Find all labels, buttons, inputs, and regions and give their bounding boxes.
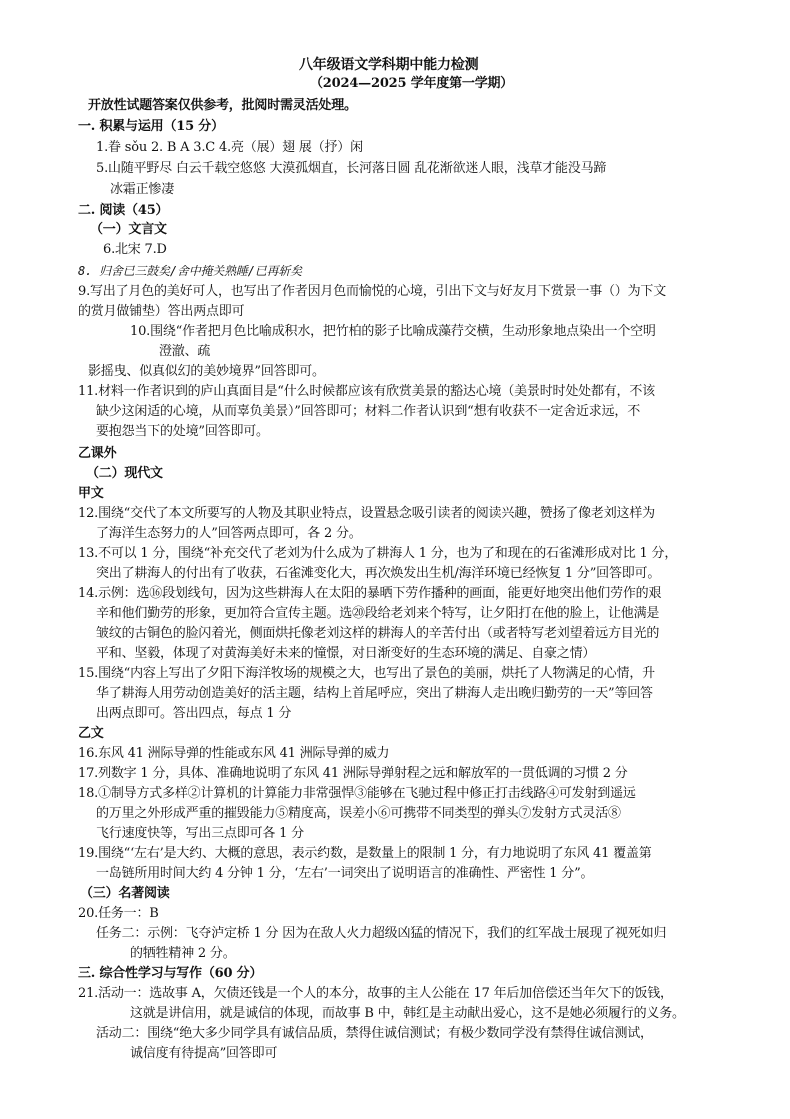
section2-heading: 二. 阅读（45） — [78, 203, 169, 218]
answer-q18-line3: 飞行速度快等，写出三点即可各 1 分 — [96, 826, 304, 841]
answer-q10-line1: 10.围绕“作者把月色比喻成积水，把竹柏的影子比喻成藻荇交横，生动形象地点染出一个空明 — [130, 324, 656, 339]
answer-q14-line3: 皱纹的古铜色的脸闪着光，侧面烘托像老刘这样的耕海人的辛苦付出（或者特写老刘望着远方目光的 — [96, 626, 660, 641]
answer-q15-line1: 15.围绕“内容上写出了夕阳下海洋牧场的规模之大，也写出了景色的美丽，烘托了人物满足的心情，升 — [78, 666, 655, 681]
answer-q11-line2: 缺少这闲适的心境，从而辜负美景）”回答即可；材料二作者认识到“想有收获不一定舍近求远，不 — [96, 404, 640, 419]
answer-q15-line2: 华了耕海人用劳动创造美好的活主题，结构上首尾呼应，突出了耕海人走出晚归勤劳的一天”等回答 — [96, 686, 653, 701]
answer-q21-line2: 这就是讲信用，就是诚信的体现，而故事 B 中，韩红是主动献出爱心，这不是她必须履行的义务。 — [130, 1006, 685, 1021]
answer-q19-line1: 19.围绕“‘左右’是大约、大概的意思，表示约数，是数量上的限制 1 分，有力地说明了东风 41 覆盖第 — [78, 846, 652, 861]
document-title: 八年级语文学科期中能力检测 — [299, 57, 479, 73]
extracurricular-label: 乙课外 — [78, 446, 117, 461]
answer-q6-q7: 6.北宋 7.D — [103, 242, 167, 257]
answer-q12-line2: 了海洋生态努力的人”回答两点即可，各 2 分。 — [96, 526, 362, 541]
answer-q8: 8. 归舍已三鼓矣/舍中掩关熟睡/已再斩矣 — [78, 264, 302, 278]
answer-q15-line3: 出两点即可。答出四点，每点 1 分 — [96, 706, 292, 721]
answer-q20-task2-line1: 任务二：示例：飞夺泸定桥 1 分 因为在敌人火力超级凶猛的情况下，我们的红军战士展现了视死如归 — [96, 926, 667, 941]
section1-line1: 1.眷 sǒu 2. B A 3.C 4.亮（展）翅 展（抒）闲 — [96, 140, 363, 155]
document-subtitle: （2024—2025 学年度第一学期） — [310, 76, 514, 91]
passage-jia-label: 甲文 — [78, 486, 104, 501]
answer-q21-line3: 活动二：围绕“绝大多少同学具有诚信品质，禁得住诚信测试；有极少数同学没有禁得住诚信测试， — [96, 1026, 653, 1041]
answer-q20-task2-line2: 的牺牲精神 2 分。 — [130, 946, 236, 961]
passage-yi-label: 乙文 — [78, 726, 104, 741]
answer-q10-line2: 澄澈、疏 — [159, 344, 211, 359]
answer-q13-line2: 突出了耕海人的付出有了收获，石雀滩变化大，再次焕发出生机/海洋环境已经恢复 1 分”回答即可。 — [96, 566, 661, 581]
subsection-classics: （三）名著阅读 — [80, 886, 170, 901]
answer-q11-line3: 要抱怨当下的处境”回答即可。 — [96, 424, 269, 439]
answer-q21-line4: 诚信度有待提高”回答即可 — [130, 1046, 278, 1061]
answer-q19-line2: 一岛链所用时间大约 4 分钟 1 分，‘左右’一词突出了说明语言的准确性、严密性 1 分”。 — [96, 866, 594, 881]
answer-q12-line1: 12.围绕“交代了本文所要写的人物及其职业特点，设置悬念吸引读者的阅读兴趣，赞扬了像老刘这样为 — [78, 506, 655, 521]
answer-q18-line2: 的万里之外形成严重的摧毁能力⑤精度高，误差小⑥可携带不同类型的弹头⑦发射方式灵活⑧ — [96, 806, 621, 821]
answer-q14-line1: 14.示例：选⑯段划线句，因为这些耕海人在太阳的暴晒下劳作播种的画面，能更好地突出他们劳作的艰 — [78, 586, 662, 601]
answer-q14-line4: 平和、坚毅，体现了对黄海美好未来的憧憬，对日渐变好的生态环境的满足、自豪之情） — [96, 646, 596, 661]
section1-heading: 一. 积累与运用（15 分） — [78, 119, 224, 134]
answer-q9-line1: 9.写出了月色的美好可人，也写出了作者因月色而愉悦的心境，引出下文与好友月下赏景一事（）为下文 — [78, 284, 667, 299]
section3-heading: 三. 综合性学习与写作（60 分） — [78, 966, 263, 981]
answer-q20-task1: 20.任务一：B — [78, 906, 159, 921]
answer-q9-line2: 的赏月做铺垫）答出两点即可 — [78, 304, 245, 319]
section1-line3: 冰霜正惨凄 — [110, 182, 175, 197]
grading-note: 开放性试题答案仅供参考，批阅时需灵活处理。 — [88, 98, 357, 113]
answer-q16: 16.东风 41 洲际导弹的性能或东风 41 洲际导弹的威力 — [78, 746, 390, 761]
answer-q21-line1: 21.活动一：选故事 A，欠债还钱是一个人的本分，故事的主人公能在 17 年后加倍偿还当年欠下的饭钱， — [78, 986, 673, 1001]
answer-q18-line1: 18.①制导方式多样②计算机的计算能力非常强悍③能够在飞驰过程中修正打击线路④可发射到遥远 — [78, 786, 636, 801]
answer-q13-line1: 13.不可以 1 分，围绕“补充交代了老刘为什么成为了耕海人 1 分，也为了和现在的石雀滩形成对比 1 分， — [78, 546, 678, 561]
answer-q10-line3: 影摇曳、似真似幻的美妙境界”回答即可。 — [88, 364, 325, 379]
subsection-classical: （一）文言文 — [90, 222, 167, 237]
answer-q11-line1: 11.材料一作者识到的庐山真面目是“什么时候都应该有欣赏美景的豁达心境（美景时时处处都有，不该 — [78, 384, 655, 399]
subsection-modern: （二）现代文 — [86, 466, 163, 481]
section1-line2: 5.山随平野尽 白云千载空悠悠 大漠孤烟直，长河落日圆 乱花渐欲迷人眼，浅草才能没马蹄 — [96, 161, 607, 176]
answer-q14-line2: 辛和他们勤劳的形象，更加符合宣传主题。选⑳段给老刘来个特写，让夕阳打在他的脸上，让他满是 — [96, 606, 660, 621]
answer-q17: 17.列数字 1 分，具体、准确地说明了东风 41 洲际导弹射程之远和解放军的一贯低调的习惯 2 分 — [78, 766, 628, 781]
